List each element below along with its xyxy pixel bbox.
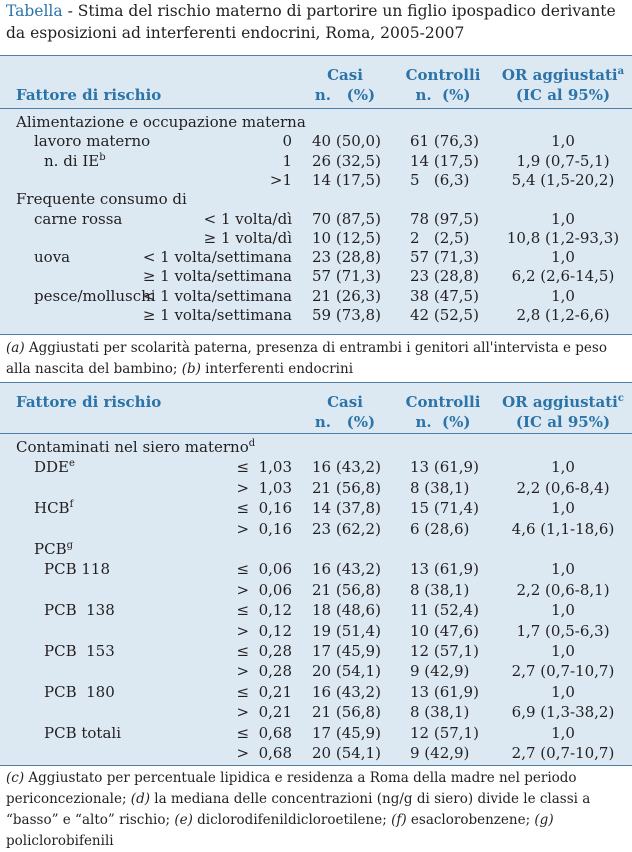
- controlli-cell-text: 13 (61,9): [410, 682, 479, 701]
- controlli-cell-text: 11 (52,4): [410, 601, 479, 620]
- controlli-cell: [410, 479, 469, 498]
- row-label-text: DDE: [34, 458, 70, 477]
- controlli-cell: [410, 171, 469, 190]
- or-cell-text: 1,9 (0,7-5,1): [516, 151, 610, 170]
- table-row: [0, 703, 632, 722]
- casi-cell: [312, 622, 381, 641]
- row-label: [16, 190, 187, 209]
- controlli-cell: [410, 229, 469, 248]
- note-g-marker: (g): [534, 812, 554, 828]
- or-cell: [500, 132, 626, 151]
- controlli-cell: [410, 152, 479, 171]
- casi-cell-text: 19 (51,4): [312, 621, 381, 640]
- header-controlli: Controlli: [405, 66, 481, 84]
- header-or-sup: a: [617, 66, 625, 77]
- casi-cell: [312, 560, 381, 579]
- or-cell: [500, 287, 626, 306]
- header-casi-sub: n. (%): [314, 413, 376, 431]
- table-row: [0, 540, 632, 559]
- row-label-sup: b: [99, 151, 106, 163]
- note-c-text: Aggiustato per percentuale lipidica e residenza a Roma della madre nel periodo periconcezionale;: [6, 770, 577, 807]
- casi-cell-text: 16 (43,2): [312, 682, 381, 701]
- row-label-text: PCB 118: [44, 560, 110, 579]
- controlli-cell-text: 14 (17,5): [410, 151, 479, 170]
- header-controlli: Controlli: [405, 393, 481, 411]
- casi-cell: [312, 479, 381, 498]
- or-cell-text: 4,6 (1,1-18,6): [511, 519, 615, 538]
- casi-cell: [312, 642, 381, 661]
- header-or-sup: c: [617, 393, 624, 404]
- threshold-cell: [236, 744, 292, 763]
- row-label-text: lavoro materno: [34, 132, 151, 151]
- row-label: [34, 499, 73, 518]
- row-label-text: PCB 180: [44, 682, 115, 701]
- row-label: [44, 724, 121, 743]
- threshold-cell-text: 1: [282, 151, 292, 170]
- threshold-cell-text: ≤ 0,06: [236, 560, 292, 579]
- row-label: [34, 540, 73, 559]
- controlli-cell: [410, 267, 479, 286]
- row-label-text: PCB 153: [44, 642, 115, 660]
- casi-cell: [312, 683, 381, 702]
- table-row: [0, 499, 632, 518]
- casi-cell: [312, 703, 381, 722]
- threshold-cell: [236, 683, 292, 702]
- threshold-cell: [236, 520, 292, 539]
- casi-cell: [312, 132, 381, 151]
- casi-cell-text: 16 (43,2): [312, 560, 381, 579]
- row-label-text: PCB totali: [44, 723, 121, 742]
- note-b-text: interferenti endocrini: [200, 361, 354, 377]
- or-cell-text: 1,0: [551, 286, 575, 305]
- threshold-cell: [143, 306, 292, 325]
- table2-footnote: [6, 768, 628, 852]
- casi-cell: [312, 520, 381, 539]
- controlli-cell: [410, 744, 469, 763]
- controlli-cell-text: 38 (47,5): [410, 286, 479, 305]
- casi-cell: [312, 229, 381, 248]
- casi-cell-text: 17 (45,9): [312, 723, 381, 742]
- threshold-cell-text: ≤ 0,16: [236, 499, 292, 518]
- header-factor: Fattore di rischio: [16, 393, 162, 411]
- header-or-text: OR aggiustati: [501, 66, 618, 84]
- row-label-text: n. di IE: [44, 151, 100, 170]
- threshold-cell-text: ≤ 0,28: [236, 642, 292, 660]
- casi-cell: [312, 152, 381, 171]
- controlli-cell: [410, 662, 469, 681]
- or-cell-text: 1,0: [551, 248, 575, 267]
- note-g-text: policlorobifenili: [6, 833, 114, 849]
- casi-cell: [312, 210, 381, 229]
- threshold-cell: [236, 560, 292, 579]
- casi-cell: [312, 287, 381, 306]
- or-cell: [500, 171, 626, 190]
- table-contaminanti: [0, 382, 632, 766]
- threshold-cell: [236, 703, 292, 722]
- or-cell: [500, 662, 626, 681]
- row-label: [44, 560, 110, 579]
- threshold-cell-text: 0: [282, 132, 292, 151]
- row-label-sup: e: [69, 458, 75, 470]
- threshold-cell: [236, 601, 292, 620]
- threshold-cell-text: > 0,21: [236, 703, 292, 722]
- casi-cell: [312, 662, 381, 681]
- row-label-sup: g: [66, 540, 73, 551]
- or-cell: [500, 744, 626, 763]
- controlli-cell: [410, 210, 479, 229]
- or-cell: [500, 458, 626, 477]
- casi-cell-text: 21 (56,8): [312, 580, 381, 599]
- note-e-text: diclorodifenildicloroetilene;: [192, 812, 392, 828]
- controlli-cell-text: 23 (28,8): [410, 267, 479, 286]
- or-cell-text: 2,7 (0,7-10,7): [511, 662, 615, 681]
- or-cell: [500, 683, 626, 702]
- or-cell-text: 1,0: [551, 682, 575, 701]
- threshold-cell-text: > 1,03: [236, 478, 292, 497]
- threshold-cell-text: >1: [269, 170, 292, 189]
- header-casi: Casi: [327, 66, 363, 84]
- threshold-cell: [236, 499, 292, 518]
- table-header: [0, 383, 632, 434]
- threshold-cell: [236, 458, 292, 477]
- table-row: [0, 560, 632, 579]
- or-cell-text: 1,0: [551, 458, 575, 477]
- controlli-cell-text: 6 (28,6): [410, 519, 470, 538]
- threshold-cell: [204, 229, 292, 248]
- row-label-text: Contaminati nel siero materno: [16, 438, 249, 456]
- row-label-text: PCB: [34, 540, 67, 558]
- controlli-cell-text: 9 (42,9): [410, 744, 470, 762]
- controlli-cell: [410, 683, 479, 702]
- row-label-text: pesce/molluschi: [34, 286, 156, 305]
- table-row: [0, 267, 632, 286]
- or-cell: [500, 152, 626, 171]
- table-header: [0, 56, 632, 109]
- threshold-cell: [143, 267, 292, 286]
- row-label-text: Frequente consumo di: [16, 190, 187, 209]
- note-d-text: la mediana delle concentrazioni (ng/g di siero) divide le classi a “basso” e “alto” rischio;: [6, 791, 591, 828]
- controlli-cell-text: 2 (2,5): [410, 228, 470, 247]
- controlli-cell-text: 12 (57,1): [410, 642, 479, 660]
- casi-cell-text: 18 (48,6): [312, 601, 381, 620]
- threshold-cell-text: > 0,12: [236, 621, 292, 640]
- controlli-cell-text: 5 (6,3): [410, 170, 470, 189]
- controlli-cell: [410, 248, 479, 267]
- table-row: [0, 171, 632, 190]
- threshold-cell-text: > 0,06: [236, 580, 292, 599]
- threshold-cell: [143, 248, 292, 267]
- casi-cell: [312, 744, 381, 763]
- or-cell-text: 1,7 (0,5-6,3): [516, 621, 610, 640]
- row-label-sup: f: [69, 499, 74, 511]
- or-cell: [500, 499, 626, 518]
- casi-cell-text: 59 (73,8): [312, 306, 381, 324]
- table-row: [0, 438, 632, 457]
- threshold-cell: [236, 662, 292, 681]
- threshold-cell-text: ≥ 1 volta/settimana: [142, 267, 292, 286]
- casi-cell: [312, 581, 381, 600]
- controlli-cell-text: 57 (71,3): [410, 248, 479, 267]
- row-label: [34, 458, 75, 477]
- table-row: [0, 210, 632, 229]
- header-casi-sub: n. (%): [314, 86, 376, 104]
- table-alimentazione: [0, 55, 632, 335]
- threshold-cell: [204, 210, 292, 229]
- or-cell: [500, 622, 626, 641]
- casi-cell-text: 14 (37,8): [312, 499, 381, 518]
- note-f-marker: (f): [391, 812, 407, 828]
- table-row: [0, 622, 632, 641]
- or-cell: [500, 210, 626, 229]
- note-f-text: esaclorobenzene;: [406, 812, 535, 828]
- casi-cell: [312, 248, 381, 267]
- controlli-cell: [410, 520, 469, 539]
- table-caption: [6, 0, 628, 44]
- header-or: [500, 393, 626, 411]
- note-e-marker: (e): [174, 812, 193, 828]
- controlli-cell-text: 78 (97,5): [410, 209, 479, 228]
- casi-cell-text: 21 (56,8): [312, 703, 381, 722]
- row-label-text: HCB: [34, 499, 70, 518]
- table-row: [0, 113, 632, 132]
- threshold-cell-text: < 1 volta/settimana: [142, 248, 292, 267]
- or-cell: [500, 581, 626, 600]
- casi-cell-text: 21 (26,3): [312, 286, 381, 305]
- casi-cell: [312, 171, 381, 190]
- threshold-cell: [236, 479, 292, 498]
- or-cell-text: 10,8 (1,2-93,3): [506, 228, 620, 247]
- table-row: [0, 479, 632, 498]
- controlli-cell-text: 15 (71,4): [410, 499, 479, 518]
- controlli-cell-text: 8 (38,1): [410, 478, 470, 497]
- casi-cell-text: 17 (45,9): [312, 642, 381, 660]
- casi-cell-text: 57 (71,3): [312, 267, 381, 286]
- or-cell: [500, 724, 626, 743]
- casi-cell-text: 26 (32,5): [312, 151, 381, 170]
- controlli-cell: [410, 560, 479, 579]
- casi-cell-text: 20 (54,1): [312, 662, 381, 681]
- controlli-cell: [410, 499, 479, 518]
- table-row: [0, 724, 632, 743]
- controlli-cell-text: 13 (61,9): [410, 560, 479, 579]
- threshold-cell-text: ≥ 1 volta/settimana: [142, 306, 292, 324]
- row-label-sup: d: [248, 438, 256, 449]
- row-label: [44, 601, 115, 620]
- casi-cell: [312, 499, 381, 518]
- table-row: [0, 744, 632, 763]
- table-row: [0, 662, 632, 681]
- table-row: [0, 190, 632, 209]
- or-cell: [500, 642, 626, 661]
- controlli-cell: [410, 601, 479, 620]
- casi-cell: [312, 306, 381, 325]
- header-casi: Casi: [327, 393, 363, 411]
- row-label: [34, 210, 122, 229]
- note-c-marker: (c): [6, 770, 25, 786]
- table-row: [0, 132, 632, 151]
- controlli-cell-text: 10 (47,6): [410, 621, 479, 640]
- controlli-cell: [410, 622, 479, 641]
- row-label: [34, 132, 150, 151]
- threshold-cell: [143, 287, 292, 306]
- note-d-marker: (d): [130, 791, 150, 807]
- threshold-cell-text: < 1 volta/dì: [203, 209, 292, 228]
- controlli-cell: [410, 581, 469, 600]
- header-factor: Fattore di rischio: [16, 86, 162, 104]
- row-label: [34, 248, 70, 267]
- casi-cell: [312, 458, 381, 477]
- threshold-cell: [270, 171, 292, 190]
- or-cell-text: 6,2 (2,6-14,5): [511, 267, 615, 286]
- or-cell: [500, 248, 626, 267]
- or-cell-text: 1,0: [551, 499, 575, 518]
- controlli-cell-text: 13 (61,9): [410, 458, 479, 477]
- threshold-cell-text: > 0,28: [236, 662, 292, 681]
- threshold-cell: [236, 724, 292, 743]
- or-cell-text: 1,0: [551, 209, 575, 228]
- note-b-marker: (b): [181, 361, 201, 377]
- header-controlli-sub: n. (%): [415, 413, 471, 431]
- or-cell-text: 2,8 (1,2-6,6): [516, 306, 610, 324]
- or-cell: [500, 703, 626, 722]
- casi-cell-text: 23 (28,8): [312, 248, 381, 267]
- row-label: [44, 152, 106, 171]
- table-row: [0, 306, 632, 325]
- header-or-sub: (IC al 95%): [515, 413, 611, 431]
- controlli-cell-text: 8 (38,1): [410, 580, 470, 599]
- note-a-marker: (a): [6, 340, 25, 356]
- caption-text: - Stima del rischio materno di partorire un figlio ipospadico derivante da esposizioni ad interferenti endocrini, Roma, 2005-2007: [6, 2, 616, 42]
- casi-cell-text: 20 (54,1): [312, 744, 381, 762]
- or-cell-text: 6,9 (1,3-38,2): [511, 703, 615, 722]
- casi-cell: [312, 601, 381, 620]
- row-label: [16, 113, 306, 132]
- or-cell: [500, 601, 626, 620]
- casi-cell-text: 70 (87,5): [312, 209, 381, 228]
- casi-cell: [312, 267, 381, 286]
- casi-cell-text: 16 (43,2): [312, 458, 381, 477]
- row-label: [44, 642, 115, 661]
- or-cell: [500, 306, 626, 325]
- controlli-cell-text: 42 (52,5): [410, 306, 479, 324]
- threshold-cell-text: < 1 volta/settimana: [142, 286, 292, 305]
- or-cell-text: 1,0: [551, 642, 575, 660]
- note-a-text: Aggiustati per scolarità paterna, presenza di entrambi i genitori all'intervista e peso alla nascita del bambino;: [6, 340, 607, 377]
- threshold-cell: [236, 642, 292, 661]
- caption-label: Tabella: [6, 2, 63, 20]
- table-row: [0, 683, 632, 702]
- threshold-cell: [236, 581, 292, 600]
- header-or-text: OR aggiustati: [502, 393, 618, 411]
- casi-cell-text: 14 (17,5): [312, 170, 381, 189]
- or-cell: [500, 520, 626, 539]
- row-label: [34, 287, 156, 306]
- row-label: [16, 438, 255, 457]
- casi-cell: [312, 724, 381, 743]
- casi-cell-text: 21 (56,8): [312, 478, 381, 497]
- threshold-cell: [282, 152, 292, 171]
- table-row: [0, 248, 632, 267]
- table-row: [0, 152, 632, 171]
- table-row: [0, 458, 632, 477]
- row-label: [44, 683, 115, 702]
- threshold-cell-text: ≤ 0,12: [236, 601, 292, 620]
- casi-cell-text: 10 (12,5): [312, 228, 381, 247]
- threshold-cell-text: > 0,68: [236, 744, 292, 762]
- header-controlli-sub: n. (%): [415, 86, 471, 104]
- threshold-cell: [282, 132, 292, 151]
- header-or-sub: (IC al 95%): [515, 86, 611, 104]
- casi-cell-text: 40 (50,0): [312, 132, 381, 151]
- threshold-cell-text: ≤ 1,03: [236, 458, 292, 477]
- controlli-cell: [410, 306, 479, 325]
- row-label-text: Alimentazione e occupazione materna: [16, 113, 306, 131]
- or-cell-text: 1,0: [551, 723, 575, 742]
- or-cell-text: 1,0: [551, 601, 575, 620]
- threshold-cell-text: ≤ 0,21: [236, 682, 292, 701]
- or-cell-text: 5,4 (1,5-20,2): [511, 170, 615, 189]
- row-label-text: uova: [34, 248, 71, 267]
- casi-cell-text: 23 (62,2): [312, 519, 381, 538]
- table-row: [0, 642, 632, 661]
- row-label-text: PCB 138: [44, 601, 115, 620]
- table1-footnote: [6, 338, 628, 380]
- or-cell-text: 2,2 (0,6-8,1): [516, 580, 610, 599]
- table-row: [0, 581, 632, 600]
- header-or: [500, 66, 626, 84]
- controlli-cell: [410, 458, 479, 477]
- table-row: [0, 229, 632, 248]
- threshold-cell: [236, 622, 292, 641]
- controlli-cell-text: 8 (38,1): [410, 703, 470, 722]
- controlli-cell: [410, 703, 469, 722]
- row-label-text: carne rossa: [34, 209, 123, 228]
- or-cell-text: 2,7 (0,7-10,7): [511, 744, 615, 762]
- controlli-cell-text: 9 (42,9): [410, 662, 470, 681]
- threshold-cell-text: ≤ 0,68: [236, 723, 292, 742]
- or-cell: [500, 479, 626, 498]
- table-row: [0, 287, 632, 306]
- or-cell-text: 1,0: [551, 560, 575, 579]
- or-cell: [500, 267, 626, 286]
- or-cell: [500, 560, 626, 579]
- threshold-cell-text: ≥ 1 volta/dì: [203, 228, 292, 247]
- controlli-cell: [410, 642, 479, 661]
- controlli-cell: [410, 724, 479, 743]
- or-cell-text: 1,0: [551, 132, 575, 151]
- controlli-cell: [410, 287, 479, 306]
- table-row: [0, 520, 632, 539]
- or-cell-text: 2,2 (0,6-8,4): [516, 478, 610, 497]
- controlli-cell-text: 12 (57,1): [410, 723, 479, 742]
- or-cell: [500, 229, 626, 248]
- threshold-cell-text: > 0,16: [236, 519, 292, 538]
- controlli-cell: [410, 132, 479, 151]
- controlli-cell-text: 61 (76,3): [410, 132, 479, 151]
- table-row: [0, 601, 632, 620]
